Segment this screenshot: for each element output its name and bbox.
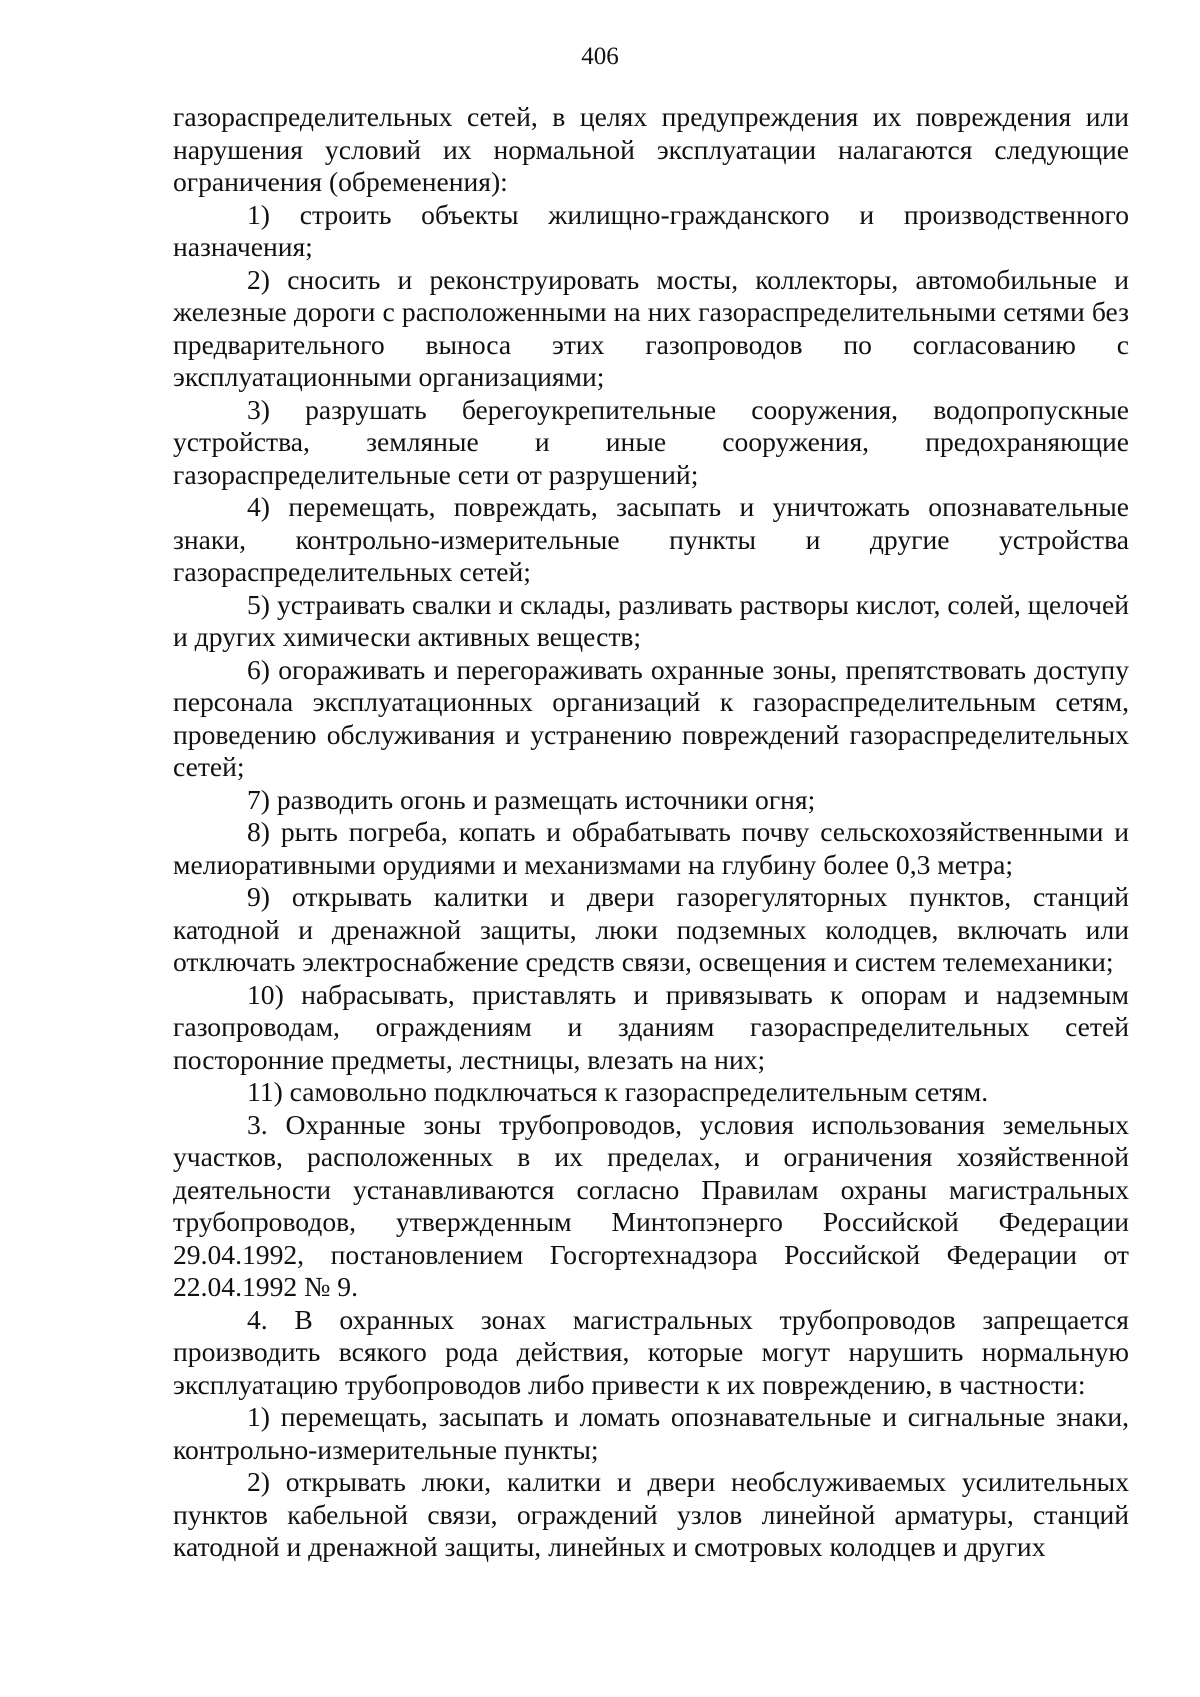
list-item: 3) разрушать берегоукрепительные сооружения, водопропускные устройства, земляные и иные сооружения, предохраняющие газораспределительные сети от разрушений; <box>173 393 1129 490</box>
list-item: 7) разводить огонь и размещать источники огня; <box>247 783 816 815</box>
paragraph: газораспределительных сетей, в целях предупреждения их повреждения или нарушения условий их нормальной эксплуатации налагаются следующие ограничения (обременения): <box>173 101 1129 197</box>
list-item: 1) перемещать, засыпать и ломать опознавательные и сигнальные знаки, контрольно-измерительные пункты; <box>173 1401 1129 1465</box>
list-item: 6) огораживать и перегораживать охранные зоны, препятствовать доступу персонала эксплуатационных организаций к газораспределительным сетям, проведению обслуживания и устранению повреждений газораспределительных сетей; <box>173 653 1129 782</box>
numbered-paragraph: 4. В охранных зонах магистральных трубопроводов запрещается производить всякого рода действия, которые могут нарушить нормальную эксплуатацию трубопроводов либо привести к их повреждению, в частности: <box>173 1303 1129 1400</box>
list-item: 8) рыть погреба, копать и обрабатывать почву сельскохозяйственными и мелиоративными орудиями и механизмами на глубину более 0,3 метра; <box>173 816 1129 880</box>
numbered-paragraph: 3. Охранные зоны трубопроводов, условия использования земельных участков, расположенных в их пределах, и ограничения хозяйственной деятельности устанавливаются согласно Правилам охраны магистральных трубопроводов, утвержденным Минтопэнерго Российской Федерации 29.04.1992, постановлением Госгортехнадзора Российской Федерации от 22.04.1992 № 9. <box>173 1108 1129 1302</box>
list-item: 11) самовольно подключаться к газораспределительным сетям. <box>247 1076 989 1107</box>
list-item: 9) открывать калитки и двери газорегуляторных пунктов, станций катодной и дренажной защиты, люки подземных колодцев, включать или отключать электроснабжение средств связи, освещения и систем телемеханики; <box>173 881 1129 977</box>
list-item: 5) устраивать свалки и склады, разливать растворы кислот, солей, щелочей и других химически активных веществ; <box>173 588 1129 652</box>
list-item: 10) набрасывать, приставлять и привязывать к опорам и надземным газопроводам, ограждениям и зданиям газораспределительных сетей посторонние предметы, лестницы, влезать на них; <box>173 978 1129 1075</box>
list-item: 2) сносить и реконструировать мосты, коллекторы, автомобильные и железные дороги с расположенными на них газораспределительными сетями без предварительного выноса этих газопроводов по согласованию с эксплуатационными организациями; <box>173 263 1129 392</box>
list-item: 2) открывать люки, калитки и двери необслуживаемых усилительных пунктов кабельной связи, ограждений узлов линейной арматуры, станций катодной и дренажной защиты, линейных и смотровых колодцев и других <box>173 1466 1129 1562</box>
list-item: 4) перемещать, повреждать, засыпать и уничтожать опознавательные знаки, контрольно-измерительные пункты и другие устройства газораспределительных сетей; <box>173 491 1129 587</box>
list-item: 1) строить объекты жилищно-гражданского и производственного назначения; <box>173 198 1129 262</box>
page-number: 406 <box>581 43 619 70</box>
document-body <box>173 101 1129 1564</box>
